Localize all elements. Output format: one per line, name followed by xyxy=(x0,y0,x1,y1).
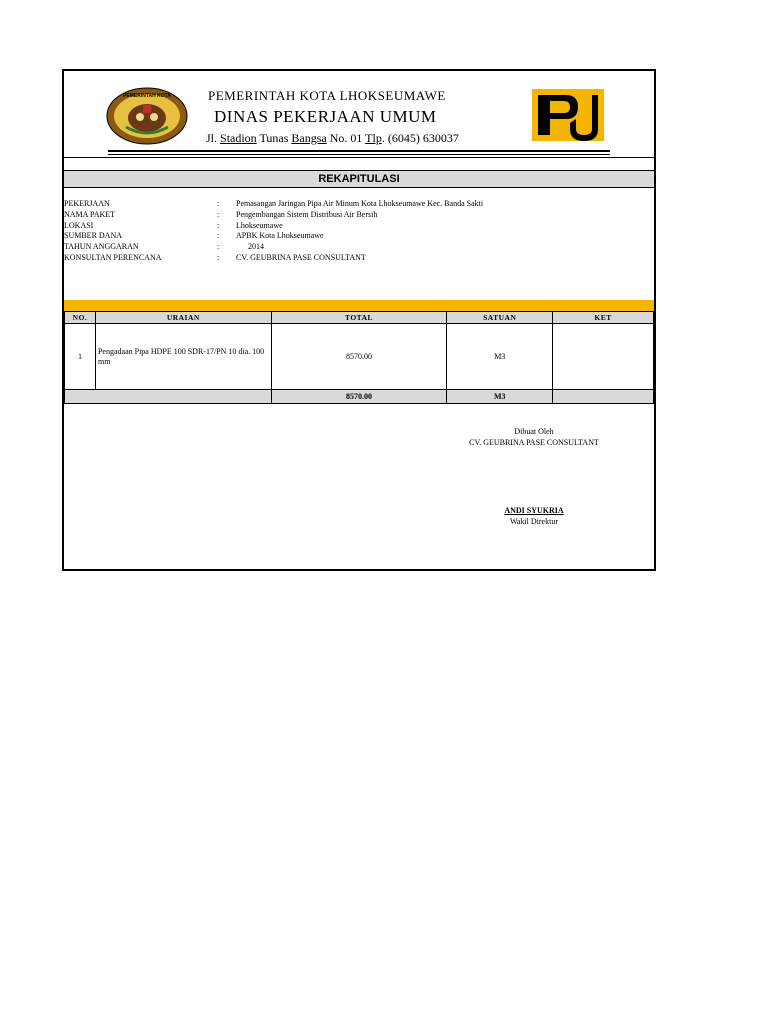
letterhead xyxy=(64,71,654,157)
document-frame: PEMERINTAH KOTA PEMERINTAH KOTA LHOKSEUMAWE DINAS PEKERJAAN UMUM Jl. Stadion Tunas Bangsa No. 01 Tlp. (6045) 630037 REKAPITULASI PEKERJAAN : Pemasangan Jaringan Pipa Air Minum Kota Lhokseumawe Kec. Banda Sakti NAMA PAKET : Pengembangan Sistem Distribusi Air Bersih LOKASI : Lhokseumawe SUMBER DANA : APBK Kota Lhokseumawe TAHUN ANGGARAN : 2014 KONSULTAN PERENCANA : CV. GEUBRINA PASE CONSULTANT NO. URAIAN TOTAL SATUAN KET 1 Pengadaan Pipa HDPE 100 SDR-17/PN 10 dia. 100 mm 8570.00 M3 8570.00 M3 Dibuat Oleh CV. GEUBRINA PASE CONSULTANT ANDI SYUKRIA Wakil Direktur xyxy=(62,69,656,571)
department-name: DINAS PEKERJAAN UMUM xyxy=(214,107,437,126)
total-label-cell xyxy=(65,390,272,404)
cell-ket xyxy=(553,324,654,390)
table-row xyxy=(65,324,654,390)
address: Jl. Stadion Tunas Bangsa No. 01 Tlp. (6045) 630037 xyxy=(206,131,459,145)
made-by-label: Dibuat Oleh xyxy=(514,427,554,436)
gov-name: PEMERINTAH KOTA LHOKSEUMAWE xyxy=(208,88,446,103)
header-ket: KET xyxy=(553,312,654,324)
consultant-company: CV. GEUBRINA PASE CONSULTANT xyxy=(469,438,599,447)
grand-total: 8570.00 xyxy=(271,390,447,404)
cell-no: 1 xyxy=(65,324,96,390)
divider xyxy=(64,157,654,158)
header-no: NO. xyxy=(65,312,96,324)
signatory-role: Wakil Direktur xyxy=(509,517,558,526)
signature-block xyxy=(444,426,624,526)
emblem-text: PEMERINTAH KOTA xyxy=(123,93,171,99)
header-uraian: URAIAN xyxy=(95,312,271,324)
cell-total: 8570.00 xyxy=(271,324,447,390)
table-header-row xyxy=(65,312,654,324)
cell-satuan: M3 xyxy=(447,324,553,390)
header-total: TOTAL xyxy=(271,312,447,324)
total-ket-cell xyxy=(553,390,654,404)
public-works-logo xyxy=(532,89,604,141)
cell-uraian: Pengadaan Pipa HDPE 100 SDR-17/PN 10 dia. 100 mm xyxy=(95,324,271,390)
recap-table xyxy=(64,311,654,404)
grand-total-unit: M3 xyxy=(447,390,553,404)
table-total-row xyxy=(65,390,654,404)
city-emblem-logo xyxy=(106,87,188,145)
header-satuan: SATUAN xyxy=(447,312,553,324)
signatory-name: ANDI SYUKRIA xyxy=(504,506,564,515)
accent-bar xyxy=(64,300,654,311)
letterhead-rule-thick xyxy=(108,150,610,152)
document-title: REKAPITULASI xyxy=(64,170,654,188)
letterhead-rule-thin xyxy=(108,154,610,155)
